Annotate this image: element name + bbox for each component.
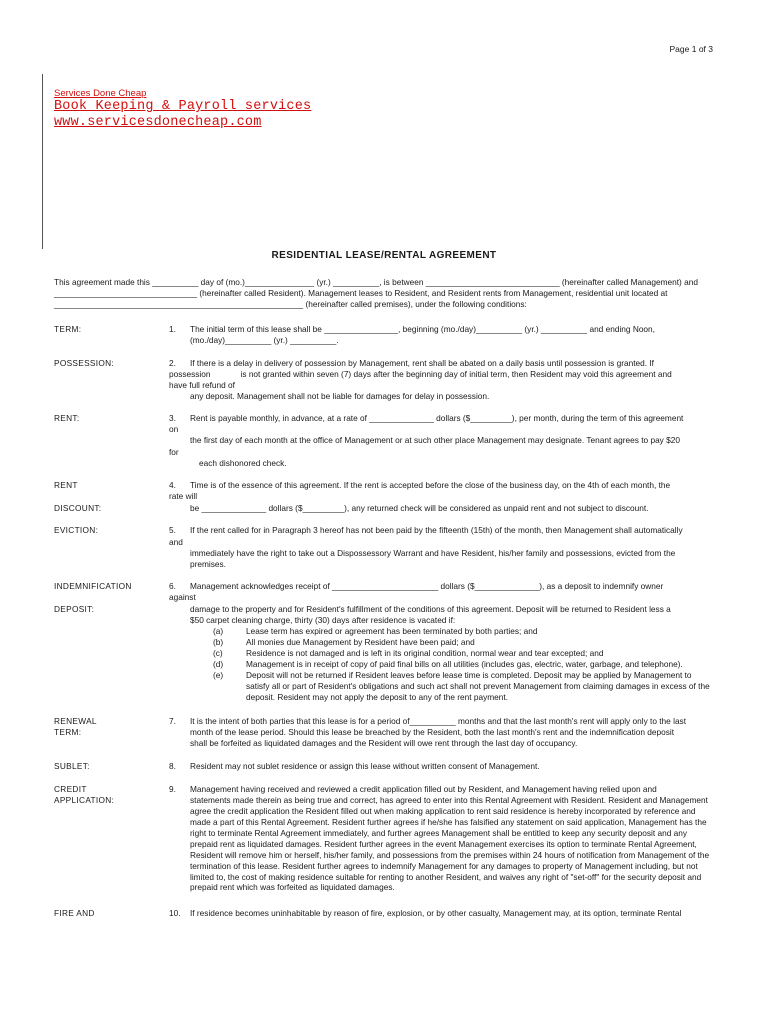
- deposit-condition-item: (b) All monies due Management by Resident have been paid; and: [213, 636, 475, 647]
- document-title: RESIDENTIAL LEASE/RENTAL AGREEMENT: [271, 250, 497, 261]
- margin-line: [42, 74, 43, 249]
- indemnification-text-cont: damage to the property and for Resident's fulfillment of the conditions of this agreement. Deposit will be returned to Resident less a $50 carpet cleaning charge, thirty (30) days after residence is vacated if: (a) Lease term has expired or agreement has been terminated by both parties; and (b) All monies due Management by Resident have been paid; and (c) Residence is not damaged and is left in its original condition, normal wear and tear excepted; and (d) Management is in receipt of copy of paid final bills on all utilities (includes gas, electric, water, garbage, and telephone). (e) Deposit will not be returned if Resident leaves before lease time is completed. Deposit may be applied by Management to satisfy all or part of Resident's obligations and such act shall not prevent Management from claiming damages in excess of the deposit. Resident may not apply the deposit to any of the rent payment.: [190, 604, 715, 702]
- company-website-link[interactable]: www.servicesdonecheap.com: [54, 115, 262, 130]
- deposit-condition-item: (c) Residence is not damaged and is left in its original condition, normal wear and tear excepted; and: [213, 647, 604, 658]
- eviction-text: If the rent called for in Paragraph 3 hereof has not been paid by the fifteenth (15th) of the month, then Management shall automatically: [190, 525, 683, 535]
- renewal-text: It is the intent of both parties that this lease is for a period of__________ months and that the last month's rent will apply only to the last month of the lease period. Should this lease be breached by the Resident, both the last month's rent and the indemnification deposit shall be forfeited as liquidated damages and the Resident will owe rent through the last day of occupancy.: [190, 716, 687, 748]
- eviction-line2: and: [169, 537, 183, 547]
- section-number: 7.: [169, 716, 176, 726]
- section-label-eviction: EVICTION:: [54, 525, 99, 535]
- section-number: 9.: [169, 784, 176, 794]
- section-label-fire: FIRE AND: [54, 908, 95, 918]
- rent-discount-text: Time is of the essence of this agreement. If the rent is accepted before the close of the business day, on the 4th of each month, the: [190, 480, 671, 490]
- rent-text-cont: the first day of each month at the office of Management or at such other place Management may designate. Tenant agrees to pay $20: [190, 435, 680, 445]
- page-number: Page 1 of 3: [669, 44, 713, 54]
- rent-discount-line2: rate will: [169, 491, 198, 501]
- eviction-text-cont: immediately have the right to take out a Dispossessory Warrant and have Resident, his/her family and possessions, evicted from the premises.: [190, 548, 676, 569]
- credit-text: Management having received and reviewed a credit application filled out by Resident, and Management having relied upon and statements made therein as being true and correct, has agreed to enter into this Rental Agreement with Resident. Resident and Management agree the credit application the Resident filled out when making application to rent said residence is hereby incorporated by reference and made a part of this Rental Agreement. Resident further agrees if he/she has falsified any statement on said application, Management has the right to terminate Rental Agreement immediately, and further agrees Management shall be entitled to keep any security deposit and any prepaid rent as liquidated damages. Resident further agrees in the event Management exercises its option to terminate Rental Agreement, Resident will remove him or herself, his/her family, and possessions from the premises within 24 hours of notification from Management of the termination of this lease. Resident further agrees to indemnify Management for any damages to property of Management including, but not limited to, the cost of making residence suitable for renting to another Resident, and waives any right of "set-off" for the security deposit and prepaid rent which was forfeited as liquidated damages.: [190, 784, 710, 893]
- section-label-deposit: DEPOSIT:: [54, 604, 95, 614]
- term-text: The initial term of this lease shall be ________________, beginning (mo./day)__________ (yr.) __________ and ending Noon, (mo./day)__________ (yr.) __________.: [190, 324, 655, 345]
- fire-text: If residence becomes uninhabitable by reason of fire, explosion, or by other casualty, Management may, at its option, terminate Rental: [190, 908, 682, 918]
- company-tagline[interactable]: Book Keeping & Payroll services: [54, 99, 312, 114]
- section-label-renewal-term: TERM:: [54, 727, 82, 737]
- section-label-rent-discount-1: RENT: [54, 480, 78, 490]
- section-label-rent: RENT:: [54, 413, 80, 423]
- sublet-text: Resident may not sublet residence or assign this lease without written consent of Management.: [190, 761, 540, 771]
- intro-paragraph: This agreement made this __________ day of (mo.)_______________ (yr.) __________, is between _____________________________ (hereinafter called Management) and _______________________________ (hereinafter called Resident). Management leases to Resident, and Resident rents from Management, residential unit located at ______________________________________________________ (hereinafter called premises), under the following conditions:: [54, 277, 698, 309]
- possession-text: If there is a delay in delivery of possession by Management, rent shall be abated on a daily basis until possession is granted. If: [190, 358, 654, 368]
- rent-text: Rent is payable monthly, in advance, at a rate of ______________ dollars ($_________), per month, during the term of this agreement: [190, 413, 684, 423]
- section-number: 8.: [169, 761, 176, 771]
- section-label-sublet: SUBLET:: [54, 761, 90, 771]
- section-number: 10.: [169, 908, 181, 918]
- section-number: 5.: [169, 525, 176, 535]
- section-label-renewal: RENEWAL: [54, 716, 97, 726]
- section-label-application: APPLICATION:: [54, 795, 115, 805]
- rent-line-for: for: [169, 447, 179, 457]
- section-number: 2.: [169, 358, 176, 368]
- section-number: 6.: [169, 581, 176, 591]
- possession-text-cont: possession is not granted within seven (7) days after the beginning day of initial term, then Resident may void this agreement and have full refund of any deposit. Management shall not be liable for damages for delay in possession.: [169, 369, 672, 401]
- rent-line-check: each dishonored check.: [199, 458, 287, 468]
- indemnification-line2: against: [169, 592, 196, 602]
- deposit-condition-item: (a) Lease term has expired or agreement has been terminated by both parties; and: [213, 625, 538, 636]
- section-label-credit: CREDIT: [54, 784, 87, 794]
- section-label-rent-discount-2: DISCOUNT:: [54, 503, 102, 513]
- section-label-indemnification: INDEMNIFICATION: [54, 581, 132, 591]
- company-name[interactable]: Services Done Cheap: [54, 88, 147, 99]
- deposit-condition-item: (e) Deposit will not be returned if Resident leaves before lease time is completed. Deposit may be applied by Management to satisfy all or part of Resident's obligations and such act shall not prevent Management from claiming damages in excess of the deposit. Resident may not apply the deposit to any of the rent payment.: [213, 669, 710, 702]
- section-label-possession: POSSESSION:: [54, 358, 115, 368]
- section-number: 4.: [169, 480, 176, 490]
- indemnification-text: Management acknowledges receipt of _______________________ dollars ($______________), as a deposit to indemnify owner: [190, 581, 664, 591]
- rent-discount-line3: be ______________ dollars ($_________), any returned check will be considered as unpaid rent and not subject to discount.: [190, 503, 649, 513]
- deposit-condition-item: (d) Management is in receipt of copy of paid final bills on all utilities (includes gas, electric, water, garbage, and telephone).: [213, 658, 683, 669]
- section-number: 1.: [169, 324, 176, 334]
- section-number: 3.: [169, 413, 176, 423]
- section-label-term: TERM:: [54, 324, 82, 334]
- rent-line-on: on: [169, 424, 179, 434]
